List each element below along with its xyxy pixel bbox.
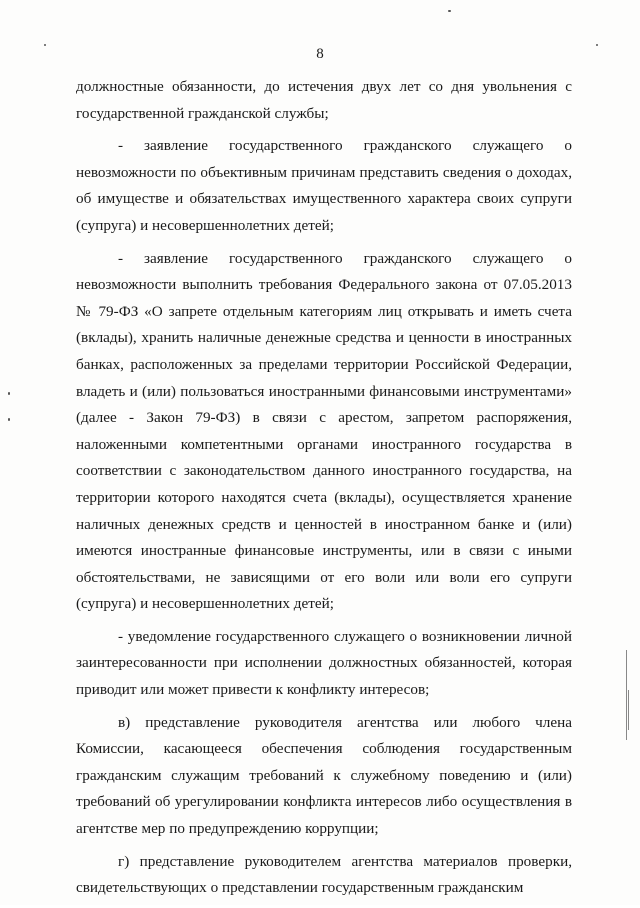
scan-edge-mark bbox=[628, 690, 629, 730]
scan-speck bbox=[596, 44, 598, 46]
page-number: 8 bbox=[316, 46, 324, 62]
paragraph-statement-79fz: - заявление государственного гражданского служащего о невозможности выполнить требования Федерального закона от 07.05.2013 № 79-ФЗ «О запрете отдельным категориям лиц открывать и иметь счета (вклады), хранить наличные денежные средства и ценности в иностранных банках, расположенных за пределами территории Российской Федерации, владеть и (или) пользоваться иностранными финансовыми инструментами» (далее - Закон 79-ФЗ) в связи с арестом, запретом распоряжения, наложенными компетентными органами иностранного государства в соответствии с законодательством данного иностранного государства, на территории которого находятся счета (вклады), осуществляется хранение наличных денежных средств и ценностей в иностранном банке и (или) имеются иностранные финансовые инструменты, или в связи с иными обстоятельствами, не зависящими от его воли или воли его супруги (супруга) и несовершеннолетних детей; bbox=[76, 249, 572, 613]
paragraph-item-v: в) представление руководителя агентства или любого члена Комиссии, касающееся обеспечения соблюдения государственным гражданским служащим требований к служебному поведению и (или) требований об урегулировании конфликта интересов либо осуществления в агентстве мер по предупреждению коррупции; bbox=[76, 713, 572, 838]
document-body bbox=[76, 74, 572, 908]
paragraph-continuation: должностные обязанности, до истечения двух лет со дня увольнения с государственной гражданской службы; bbox=[76, 78, 572, 122]
paragraph-notice-interest: - уведомление государственного служащего о возникновении личной заинтересованности при исполнении должностных обязанностей, которая приводит или может привести к конфликту интересов; bbox=[76, 627, 572, 699]
paragraph-statement-income: - заявление государственного гражданского служащего о невозможности по объективным причинам представить сведения о доходах, об имуществе и обязательствах имущественного характера своих супруги (супруга) и несовершеннолетних детей; bbox=[76, 137, 572, 234]
scan-edge-mark bbox=[626, 650, 627, 740]
scan-speck bbox=[8, 418, 10, 421]
scan-speck bbox=[8, 392, 10, 395]
paragraph-item-g: г) представление руководителем агентства материалов проверки, свидетельствующих о представлении государственным гражданским bbox=[76, 852, 572, 897]
scan-speck bbox=[44, 44, 46, 46]
scan-speck bbox=[448, 10, 451, 12]
